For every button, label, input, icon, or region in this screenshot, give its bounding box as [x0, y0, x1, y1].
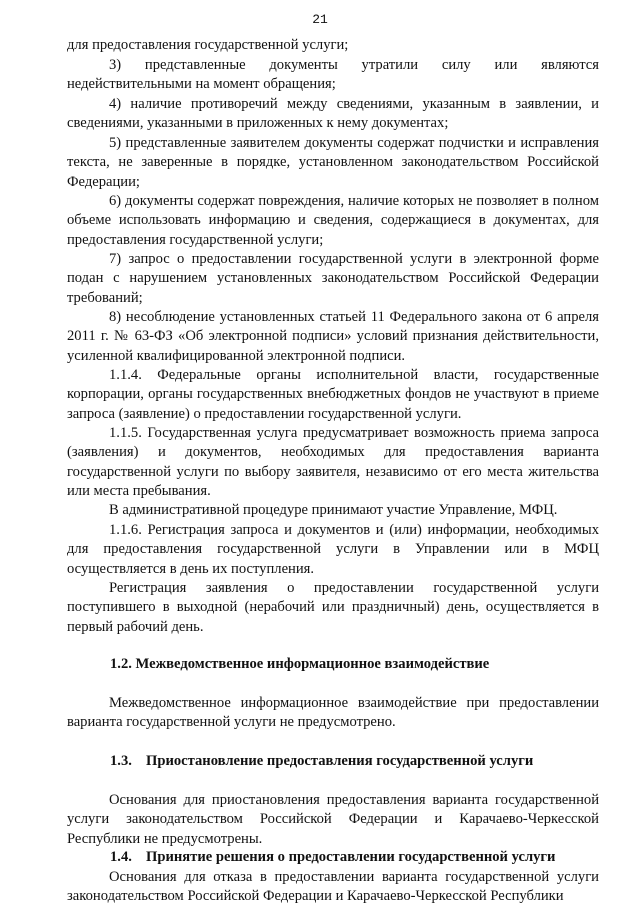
list-item-6: 6) документы содержат повреждения, наличие которых не позволяет в полном объеме использовать информацию и сведения, содержащиеся в документах, для предоставления государственной услуги; — [67, 193, 599, 248]
list-item-7: 7) запрос о предоставлении государственной услуги в электронной форме подан с нарушением установленных законодательством Российской Федерации требований; — [67, 251, 599, 306]
participants-paragraph: В административной процедуре принимают участие Управление, МФЦ. — [109, 502, 558, 518]
clause-1-1-4: 1.1.4. Федеральные органы исполнительной власти, государственные корпорации, органы государственных внебюджетных фондов не участвуют в приеме запроса (заявление) о предоставлении государственной услуги. — [67, 367, 599, 422]
section-number: 1.4. — [110, 849, 132, 865]
clause-1-1-6: 1.1.6. Регистрация запроса и документов и (или) информации, необходимых для предоставления государственной услуги в Управлении или в МФЦ осуществляется в день их поступления. — [67, 522, 599, 577]
section-heading-1-3 — [110, 752, 600, 771]
clause-1-1-5: 1.1.5. Государственная услуга предусматривает возможность приема запроса (заявления) и документов, необходимых для предоставления варианта государственной услуги по выбору заявителя, независимо от его места жительства или места пребывания. — [67, 425, 599, 500]
list-item-4: 4) наличие противоречий между сведениями, указанным в заявлении, и сведениями, указанными в приложенных к нему документах; — [67, 96, 599, 132]
section-heading-1-4 — [110, 848, 600, 867]
section-heading-1-2 — [110, 655, 600, 674]
section-title: Принятие решения о предоставлении государственной услуги — [146, 849, 556, 865]
section-body-1-2: Межведомственное информационное взаимодействие при предоставлении варианта государственной услуги не предусмотрено. — [67, 695, 599, 731]
section-body-1-4: Основания для отказа в предоставлении варианта государственной услуги законодательством Российской Федерации и Карачаево-Черкесской Республики — [67, 869, 599, 905]
registration-paragraph: Регистрация заявления о предоставлении государственной услуги поступившего в выходной (нерабочий или праздничный) день, осуществляется в первый рабочий день. — [67, 580, 599, 635]
list-item-5: 5) представленные заявителем документы содержат подчистки и исправления текста, не заверенные в порядке, установленном законодательством Российской Федерации; — [67, 135, 599, 190]
section-title: Приостановление предоставления государственной услуги — [146, 753, 534, 769]
section-body-1-3: Основания для приостановления предоставления варианта государственной услуги законодательством Российской Федерации и Карачаево-Черкесской Республики не предусмотрены. — [67, 792, 599, 847]
paragraph-continuation: для предоставления государственной услуги; — [67, 37, 349, 53]
list-item-8: 8) несоблюдение установленных статьей 11 Федерального закона от 6 апреля 2011 г. № 63-ФЗ «Об электронной подписи» условий признания действительности, усиленной квалифицированной электронной подписи. — [67, 309, 599, 364]
section-number: 1.3. — [110, 753, 132, 769]
page-number: 21 — [312, 12, 328, 27]
list-item-3: 3) представленные документы утратили силу или являются недействительными на момент обращения; — [67, 57, 599, 93]
section-title: 1.2. Межведомственное информационное взаимодействие — [110, 656, 490, 672]
